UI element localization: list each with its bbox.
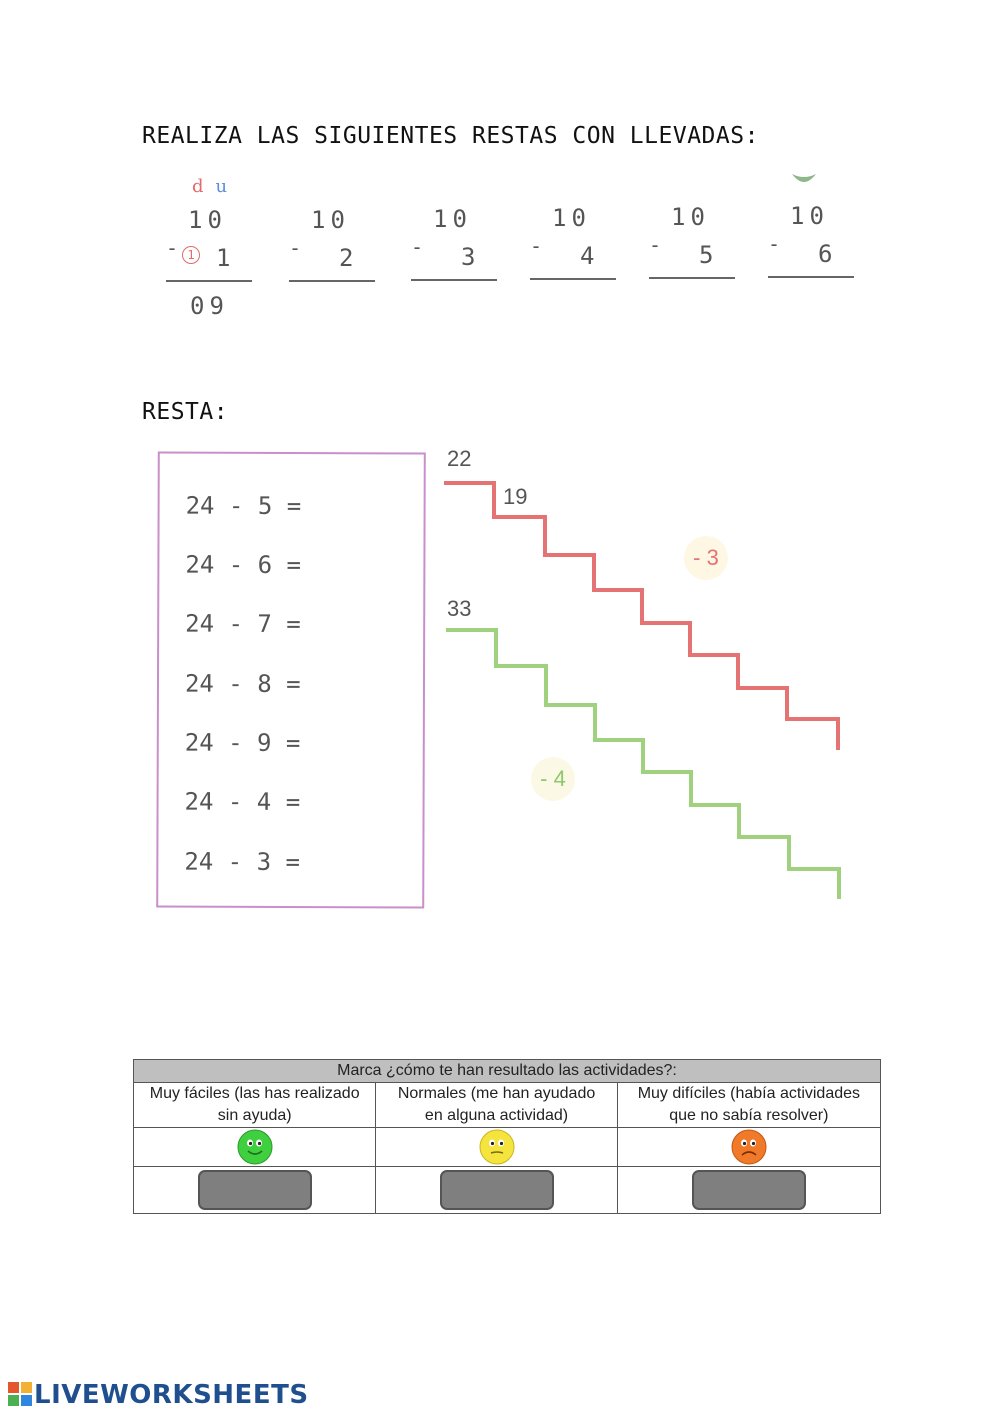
minus-sign: -: [411, 235, 424, 259]
subtrahend: 1: [216, 244, 231, 272]
subtrahend: 4: [580, 242, 595, 270]
minuend: 10: [790, 202, 829, 230]
normal-answer-cell: [376, 1167, 617, 1214]
option-hard-line2: que no sabía resolver): [669, 1107, 829, 1124]
minus-sign: -: [289, 236, 302, 260]
option-hard-label: [617, 1083, 880, 1128]
minus-sign: -: [768, 232, 781, 256]
stair-red-step: - 3: [684, 536, 728, 580]
subtrahend: 6: [818, 240, 833, 268]
equation-4: 24 - 8 =: [184, 669, 301, 699]
stair-red: [444, 483, 838, 750]
minuend: 10: [188, 206, 227, 234]
stair-red-start: 22: [447, 446, 472, 471]
minuend: 10: [671, 203, 710, 231]
minuend: 10: [433, 205, 472, 233]
neutral-face-cell: [376, 1128, 617, 1167]
stair-green-start: 33: [447, 596, 472, 621]
option-easy-line1: Muy fáciles (las has realizado: [149, 1085, 360, 1102]
answer: 09: [190, 292, 229, 320]
equation-6: 24 - 4 =: [184, 787, 301, 817]
stair-green-step: - 4: [531, 757, 575, 801]
stair-green: [446, 630, 839, 899]
hard-answer-box[interactable]: [692, 1170, 806, 1210]
stair-red-second: 19: [503, 484, 528, 509]
equation-1: 24 - 5 =: [185, 491, 302, 521]
easy-answer-cell: [134, 1167, 376, 1214]
equation-2: 24 - 6 =: [185, 550, 302, 580]
section2-title: RESTA:: [142, 399, 229, 425]
units-label: u: [215, 176, 228, 197]
section1-title: REALIZA LAS SIGUIENTES RESTAS CON LLEVADAS:: [142, 123, 759, 149]
sad-face-cell: [617, 1128, 880, 1167]
option-easy-label: [134, 1083, 376, 1128]
equation-7: 24 - 3 =: [184, 847, 301, 877]
easy-answer-box[interactable]: [198, 1170, 312, 1210]
subtrahend: 2: [339, 244, 354, 272]
carry-mark: 1: [182, 246, 200, 264]
normal-answer-box[interactable]: [440, 1170, 554, 1210]
option-normal-line2: en alguna actividad): [424, 1107, 569, 1124]
subtrahend: 5: [699, 241, 714, 269]
minus-sign: -: [530, 234, 543, 258]
happy-face-cell: [134, 1128, 376, 1167]
logo-mark-icon: [8, 1382, 32, 1406]
neutral-face-icon: [478, 1128, 516, 1166]
option-hard-line1: Muy difíciles (había actividades: [637, 1085, 861, 1102]
equation-3: 24 - 7 =: [185, 609, 301, 639]
minuend: 10: [311, 206, 350, 234]
equation-5: 24 - 9 =: [184, 728, 301, 758]
minus-sign: -: [166, 236, 179, 260]
rating-table: [133, 1059, 881, 1214]
subtrahend: 3: [461, 243, 476, 271]
logo-text: LIVEWORKSHEETS: [34, 1380, 309, 1410]
hard-answer-cell: [617, 1167, 880, 1214]
rating-header: Marca ¿cómo te han resultado las actividades?:: [134, 1060, 881, 1083]
sad-face-icon: [730, 1128, 768, 1166]
liveworksheets-logo: [8, 1380, 309, 1410]
happy-face-icon: [236, 1128, 274, 1166]
tens-label: d: [192, 176, 204, 197]
minus-sign: -: [649, 233, 662, 257]
option-normal-label: [376, 1083, 617, 1128]
option-easy-line2: sin ayuda): [217, 1107, 292, 1124]
minuend: 10: [552, 204, 591, 232]
option-normal-line1: Normales (me han ayudado: [397, 1085, 596, 1102]
